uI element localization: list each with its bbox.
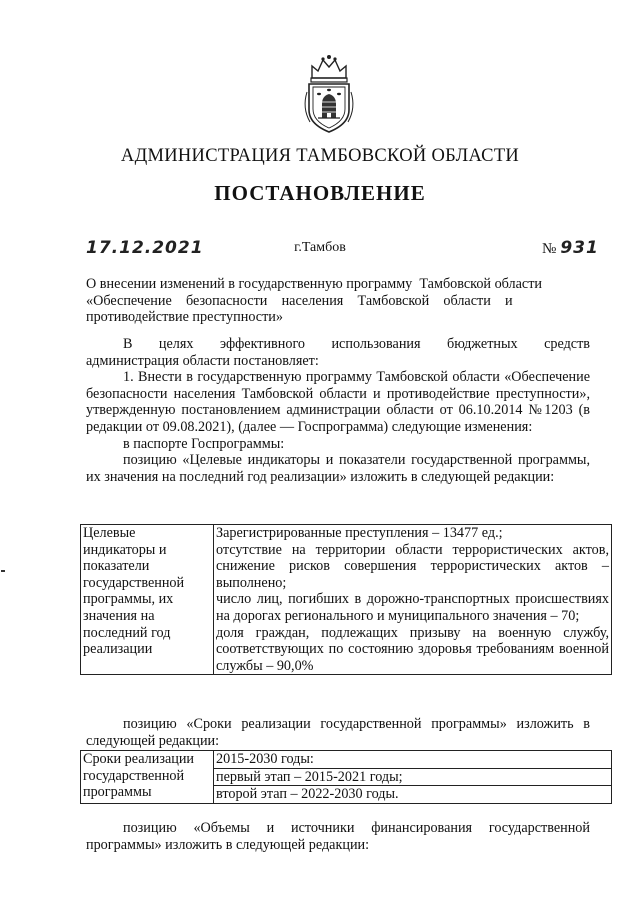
paragraph-passport: в паспорте Госпрограммы: — [123, 435, 285, 452]
document-body-2 — [86, 716, 590, 749]
document-body — [86, 336, 594, 485]
indicator-item: Зарегистрированные преступления – 13477 ед.; — [216, 525, 503, 541]
document-title — [86, 276, 590, 326]
title-line-2: «Обеспечение безопасности населения Тамбовской области и — [86, 292, 513, 309]
document-city: г.Тамбов — [294, 240, 346, 255]
number-sign: № — [542, 241, 557, 257]
table-row — [81, 525, 612, 675]
title-line-1: О внесении изменений в государственную программу Тамбовской области — [86, 276, 542, 292]
terms-value-cell — [214, 751, 612, 804]
document-date: 17.12.2021 — [86, 238, 204, 258]
indicators-table — [80, 524, 612, 675]
indicator-item: доля граждан, подлежащих призыву на военную службу, соответствующих по состоянию здоровья требованиям военной службы – 90,0% — [216, 624, 609, 674]
paragraph-item-1: 1. Внести в государственную программу Тамбовской области «Обеспечение безопасности населения Тамбовской области и противодействие преступности», утвержденную постановлением администрации области от 06.10.2014 №1203 (в редакции от 09.08.2021), (далее — Госпрограмма) следующие изменения: — [86, 369, 590, 435]
document-number: 931 — [560, 238, 599, 258]
title-line-3: противодействие преступности» — [86, 309, 283, 326]
scan-mark — [1, 570, 5, 572]
paragraph-position-indicators: позицию «Целевые индикаторы и показатели государственной программы, их значения на последний год реализации» изложить в следующей редакции: — [86, 452, 590, 485]
paragraph-position-terms: позицию «Сроки реализации государственной программы» изложить в следующей редакции: — [86, 716, 590, 749]
paragraph-position-financing: позицию «Объемы и источники финансирования государственной программы» изложить в следующей редакции: — [86, 820, 590, 853]
document-type-heading: ПОСТАНОВЛЕНИЕ — [214, 181, 426, 205]
indicator-item: число лиц, погибших в дорожно-транспортных происшествиях на дорогах регионального и муниципального значения – 70; — [216, 591, 609, 624]
indicator-item: отсутствие на территории области террористических актов, снижение рисков совершения террористических актов – выполнено; — [216, 541, 609, 591]
paragraph-preamble: В целях эффективного использования бюджетных средств администрация области постановляет: — [86, 336, 594, 369]
document-number-block — [542, 238, 599, 258]
terms-table — [80, 750, 612, 804]
terms-item: первый этап – 2015-2021 годы; — [214, 769, 611, 787]
terms-item: 2015-2030 годы: — [214, 751, 611, 769]
coat-of-arms-emblem — [298, 52, 360, 134]
agency-name: АДМИНИСТРАЦИЯ ТАМБОВСКОЙ ОБЛАСТИ — [120, 146, 520, 166]
terms-label-cell: Сроки реализации государственной программы — [81, 751, 214, 804]
document-body-3 — [86, 820, 590, 853]
indicators-value-cell — [214, 525, 612, 675]
indicators-label-cell: Целевые индикаторы и показатели государственной программы, их значения на последний год реализации — [81, 525, 214, 675]
terms-item: второй этап – 2022-2030 годы. — [216, 786, 399, 803]
table-row — [81, 751, 612, 804]
